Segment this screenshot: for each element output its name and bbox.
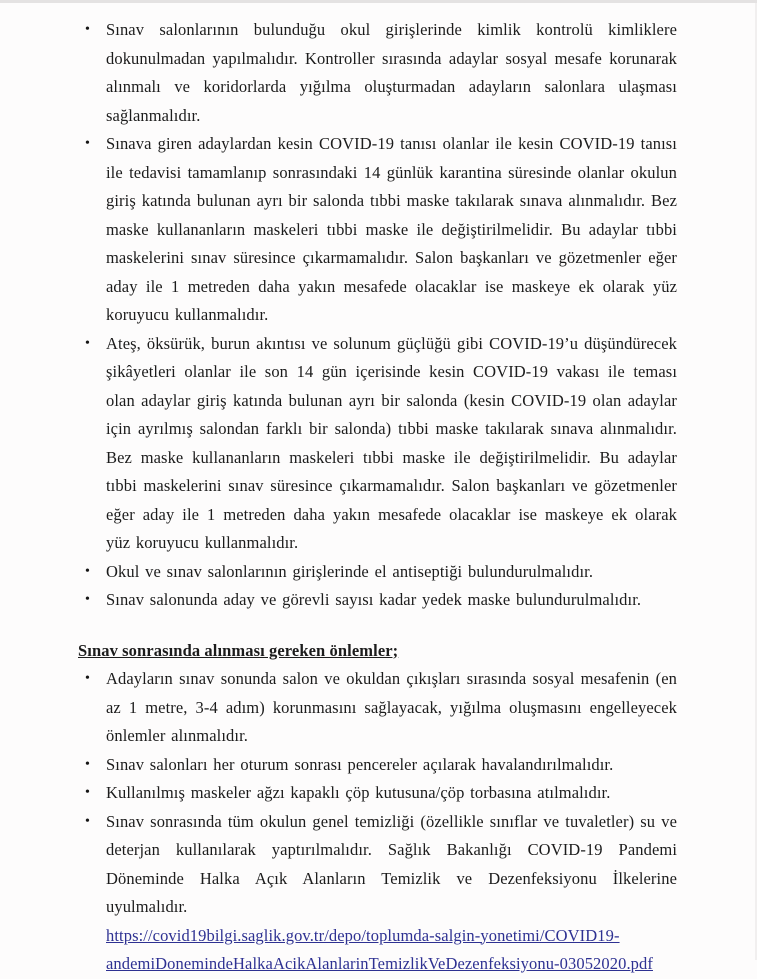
bullet-text: Sınav sonrasında tüm okulun genel temizliği (özellikle sınıflar ve tuvaletler) su ve deterjan kullanılarak yaptırılmalıdır. Sağlık Bakanlığı COVID-19 Pandemi Döneminde Halka Açık Alanların Temizlik ve Dezenfeksiyonu İlkelerine uyulmalıdır. [106,811,677,916]
list-item [85,16,677,130]
bullet-text: Adayların sınav sonunda salon ve okuldan çıkışları sırasında sosyal mesafenin (en az 1 metre, 3-4 adım) korunmasını sağlayacak, yığılma oluşmasını engelleyecek önlemler alınmalıdır. [106,669,677,745]
bullet-icon: • [85,563,91,579]
bullet-icon: • [85,136,91,151]
bullet-text: Sınav salonları her oturum sonrası pencereler açılarak havalandırılmalıdır. [106,754,614,774]
precautions-list-during-exam [0,16,757,615]
document-content [0,16,757,979]
covid-guideline-pdf-link[interactable] [106,922,677,979]
bullet-icon: • [85,671,91,686]
precautions-list-after-exam [0,665,757,979]
list-item [85,558,677,587]
bullet-icon: • [85,335,91,351]
bullet-text: Sınav salonlarının bulunduğu okul girişlerinde kimlik kontrolü kimliklere dokunulmadan yapılmalıdır. Kontroller sırasında adaylar sosyal mesafe korunarak alınmalı ve koridorlarda yığılma oluşturmadan adayların salonlara ulaşması sağlanmalıdır. [106,20,677,125]
bullet-text: Sınav salonunda aday ve görevli sayısı kadar yedek maske bulundurulmalıdır. [106,590,642,609]
list-item [85,330,677,558]
bullet-icon: • [85,756,91,772]
list-item [85,130,677,330]
link-line-1[interactable]: https://covid19bilgi.saglik.gov.tr/depo/toplumda-salgin-yonetimi/COVID19- [106,925,620,945]
bullet-text: Okul ve sınav salonlarının girişlerinde el antiseptiği bulundurulmalıdır. [106,561,594,581]
bullet-icon: • [85,785,91,800]
list-item [85,751,677,780]
list-item [85,665,677,751]
link-line-2[interactable]: andemiDonemindeHalkaAcikAlanlarinTemizlikVeDezenfeksiyonu-03052020.pdf [106,954,653,973]
bullet-icon: • [85,592,91,607]
list-item [85,779,677,808]
bullet-text: Kullanılmış maskeler ağzı kapaklı çöp kutusuna/çöp torbasına atılmalıdır. [106,783,611,802]
section-heading-after-exam: Sınav sonrasında alınması gereken önlemler; [78,640,399,660]
bullet-icon: • [85,22,91,37]
list-item [85,808,677,979]
bullet-text: Sınava giren adaylardan kesin COVID-19 tanısı olanlar ile kesin COVID-19 tanısı ile tedavisi tamamlanıp sonrasındaki 14 günlük karantina süresinde olanlar okulun giriş katında bulunan ayrı bir salonda tıbbi maske takılarak sınava alınmalıdır. Bez maske kullananların maskeleri tıbbi maske ile değiştirilmelidir. Bu adaylar tıbbi maskelerini sınav süresince çıkarmamalıdır. Salon başkanları ve gözetmenler eğer aday ile 1 metreden daha yakın mesafede olacaklar ise maskeye ek olarak yüz koruyucu kullanmalıdır. [106,134,677,324]
bullet-cleaning-text-and-link [106,808,677,979]
list-item [85,586,677,615]
bullet-icon: • [85,813,91,829]
bullet-text: Ateş, öksürük, burun akıntısı ve solunum güçlüğü gibi COVID-19’u düşündürecek şikâyetleri olanlar ile son 14 gün içerisinde kesin COVID-19 vakası ile teması olan adaylar giriş katında bulunan ayrı bir salonda (kesin COVID-19 olan adaylar için ayrılmış salondan farklı bir salonda) tıbbi maske takılarak sınava alınmalıdır. Bez maske kullananların maskeleri tıbbi maske ile değiştirilmelidir. Bu adaylar tıbbi maskelerini sınav süresince çıkarmamalıdır. Salon başkanları ve gözetmenler eğer aday ile 1 metreden daha yakın mesafede olacaklar ise maskeye ek olarak yüz koruyucu kullanmalıdır. [106,333,677,552]
